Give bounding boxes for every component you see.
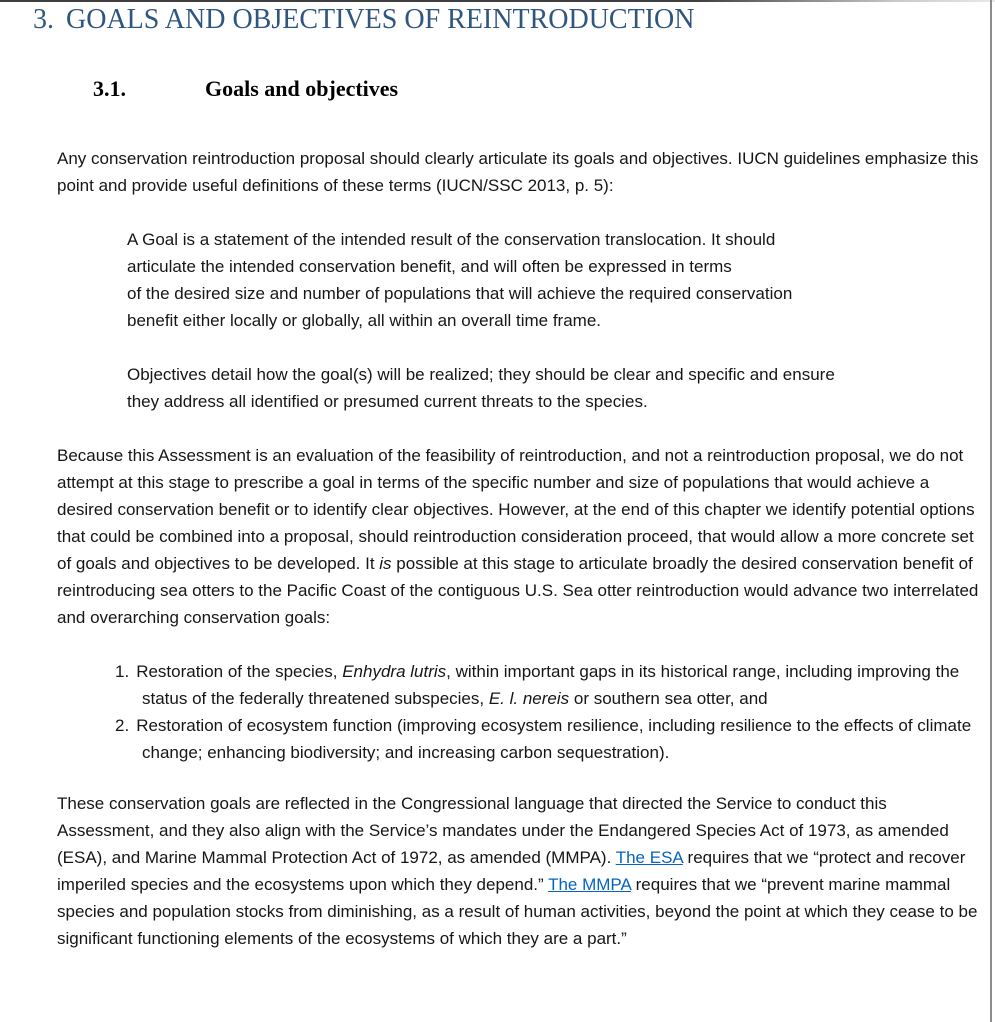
objectives-definition-quote: Objectives detail how the goal(s) will be realized; they should be clear and specific and ensure they address all identified or presumed current threats to the species.	[127, 365, 835, 411]
section-number: 3.1.	[93, 76, 126, 101]
text-run: , within important gaps in its historical range, including improving the status of the federally threatened subspecies,	[142, 662, 960, 708]
list-item-text	[136, 716, 971, 762]
list-item-text	[136, 662, 959, 708]
intro-paragraph: Any conservation reintroduction proposal should clearly articulate its goals and objectives. IUCN guidelines emphasize this point and provide useful definitions of these terms (IUCN/SSC 2013, p. 5):	[57, 149, 979, 195]
text-run: possible at this stage to articulate broadly the desired conservation benefit of reintroducing sea otters to the Pacific Coast of the contiguous U.S. Sea otter reintroduction would advance two interrelated and overarching conservation goals:	[57, 554, 979, 627]
section-title: Goals and objectives	[205, 76, 399, 101]
list-item-number: 2.	[115, 716, 130, 735]
document-content	[33, 2, 983, 952]
chapter-heading	[33, 2, 983, 38]
text-run: Because this Assessment is an evaluation of the feasibility of reintroduction, and not a reintroduction proposal, we do not attempt at this stage to prescribe a goal in terms of the specific number and size of populations that would achieve a desired conservation benefit or to identify clear objectives. However, at the end of this chapter we identify potential options that could be combined into a proposal, should reintroduction consideration proceed, that would allow a more concrete set of goals and objectives to be developed. It	[57, 446, 975, 573]
assessment-paragraph	[57, 442, 983, 631]
section-heading	[93, 74, 983, 103]
chapter-number: 3.	[33, 4, 54, 35]
text-run: Restoration of the species,	[136, 662, 343, 681]
text-run: or southern sea otter, and	[569, 689, 768, 708]
list-item	[115, 712, 983, 766]
list-item-number: 1.	[115, 662, 130, 681]
goal-definition-quote: A Goal is a statement of the intended result of the conservation translocation. It should articulate the intended conservation benefit, and will often be expressed in terms of the desired size and number of populations that will achieve the required conservation benefit either locally or globally, all within an overall time frame.	[127, 230, 793, 330]
text-run: These conservation goals are reflected in the Congressional language that directed the Service to conduct this Assessment, and they also align with the Service’s mandates under the Endangered Species Act of 1973, as amended (ESA), and Marine Mammal Protection Act of 1972, as amended (MMPA).	[57, 794, 949, 867]
hyperlink[interactable]: The MMPA	[548, 875, 631, 894]
text-run: requires that we “protect and recover imperiled species and the ecosystems upon which they depend.”	[57, 848, 966, 894]
text-run: is	[379, 554, 392, 573]
conservation-goals-list	[115, 658, 983, 766]
text-run: requires that we “prevent marine mammal species and population stocks from diminishing, as a result of human activities, beyond the point at which they cease to be significant functioning elements of the ecosystems of which they are a part.”	[57, 875, 978, 948]
chapter-title: GOALS AND OBJECTIVES OF REINTRODUCTION	[66, 4, 695, 35]
text-run: Restoration of ecosystem function (improving ecosystem resilience, including resilience to the effects of climate change; enhancing biodiversity; and increasing carbon sequestration).	[136, 716, 972, 762]
text-run: Enhydra lutris	[342, 662, 447, 681]
hyperlink[interactable]: The ESA	[615, 848, 683, 867]
text-run: E. l. nereis	[488, 689, 570, 708]
page-right-edge	[990, 0, 992, 1022]
closing-paragraph	[57, 790, 983, 952]
list-item	[115, 658, 983, 712]
